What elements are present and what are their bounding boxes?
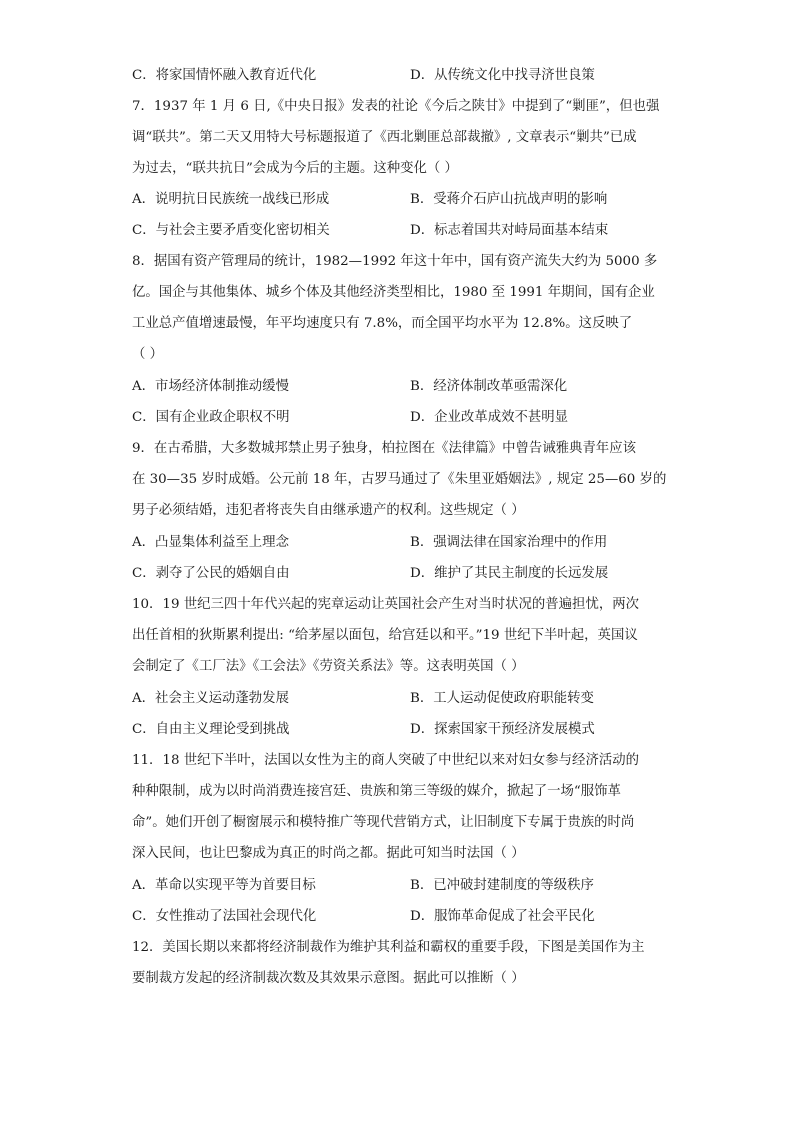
question-9-option-d: D．维护了其民主制度的长远发展 <box>410 566 609 581</box>
prev-option-d: D．从传统文化中找寻济世良策 <box>410 68 595 83</box>
question-10-line-1: 10．19 世纪三四十年代兴起的宪章运动让英国社会产生对当时状况的普遍担忧，两次 <box>132 597 640 612</box>
question-7-option-c: C．与社会主要矛盾变化密切相关 <box>132 223 330 238</box>
question-7-line-2: 调“联共”。第二天又用特大号标题报道了《西北剿匪总部裁撤》, 文章表示“剿共”已成 <box>132 130 637 145</box>
question-12-line-1: 12．美国长期以来都将经济制裁作为维护其利益和霸权的重要手段，下图是美国作为主 <box>132 940 645 955</box>
question-8-line-4: （ ） <box>132 347 164 362</box>
question-10-option-d: D．探索国家干预经济发展模式 <box>410 722 595 737</box>
question-10-option-c: C．自由主义理论受到挑战 <box>132 722 290 737</box>
question-8-option-c: C．国有企业政企职权不明 <box>132 410 290 425</box>
question-7-option-a: A．说明抗日民族统一战线已形成 <box>132 192 330 207</box>
question-11-option-a: A．革命以实现平等为首要目标 <box>132 878 316 893</box>
question-7-option-b: B．受蒋介石庐山抗战声明的影响 <box>410 192 608 207</box>
question-7-line-3: 为过去，“联共抗日”会成为今后的主题。这种变化（ ） <box>132 161 458 176</box>
question-9-line-3: 男子必须结婚，违犯者将丧失自由继承遗产的权利。这些规定（ ） <box>132 503 525 518</box>
question-9-option-c: C．剥夺了公民的婚姻自由 <box>132 566 290 581</box>
question-12-line-2: 要制裁方发起的经济制裁次数及其效果示意图。据此可以推断（ ） <box>132 971 525 986</box>
question-9-line-2: 在 30—35 岁时成婚。公元前 18 年，古罗马通过了《朱里亚婚姻法》, 规定 25—60 岁的 <box>132 472 667 487</box>
question-8-option-a: A．市场经济体制推动缓慢 <box>132 379 289 394</box>
question-10-line-2: 出任首相的狄斯累利提出: “给茅屋以面包，给宫廷以和平。”19 世纪下半叶起，英国议 <box>132 628 638 643</box>
question-11-option-d: D．服饰革命促成了社会平民化 <box>410 909 595 924</box>
question-8-line-1: 8．据国有资产管理局的统计，1982—1992 年这十年中，国有资产流失大约为 5000 多 <box>132 254 658 269</box>
question-8-line-2: 亿。国企与其他集体、城乡个体及其他经济类型相比，1980 至 1991 年期间，国有企业 <box>132 285 655 300</box>
question-11-option-c: C．女性推动了法国社会现代化 <box>132 909 317 924</box>
question-11-line-3: 命”。她们开创了橱窗展示和模特推广等现代营销方式，让旧制度下专属于贵族的时尚 <box>132 815 635 830</box>
question-7-line-1: 7．1937 年 1 月 6 日,《中央日报》发表的社论《今后之陕甘》中提到了“剿匪”，但也强 <box>132 99 660 114</box>
question-8-option-b: B．经济体制改革亟需深化 <box>410 379 568 394</box>
prev-option-c: C．将家国情怀融入教育近代化 <box>132 68 317 83</box>
question-9-option-b: B．强调法律在国家治理中的作用 <box>410 535 608 550</box>
question-8-option-d: D．企业改革成效不甚明显 <box>410 410 569 425</box>
question-11-line-2: 种种限制，成为以时尚消费连接宫廷、贵族和第三等级的媒介，掀起了一场“服饰革 <box>132 784 621 799</box>
question-10-line-3: 会制定了《工厂法》《工会法》《劳资关系法》等。这表明英国（ ） <box>132 659 525 674</box>
question-9-option-a: A．凸显集体利益至上理念 <box>132 535 289 550</box>
question-8-line-3: 工业总产值增速最慢，年平均速度只有 7.8%，而全国平均水平为 12.8%。这反映了 <box>132 316 633 331</box>
question-11-line-4: 深入民间，也让巴黎成为真正的时尚之都。据此可知当时法国（ ） <box>132 846 525 861</box>
question-11-line-1: 11．18 世纪下半叶，法国以女性为主的商人突破了中世纪以来对妇女参与经济活动的 <box>132 753 640 768</box>
question-10-option-a: A．社会主义运动蓬勃发展 <box>132 691 289 706</box>
question-7-option-d: D．标志着国共对峙局面基本结束 <box>410 223 609 238</box>
question-11-option-b: B．已冲破封建制度的等级秩序 <box>410 878 594 893</box>
question-9-line-1: 9．在古希腊，大多数城邦禁止男子独身，柏拉图在《法律篇》中曾告诫雅典青年应该 <box>132 441 636 456</box>
question-10-option-b: B．工人运动促使政府职能转变 <box>410 691 594 706</box>
